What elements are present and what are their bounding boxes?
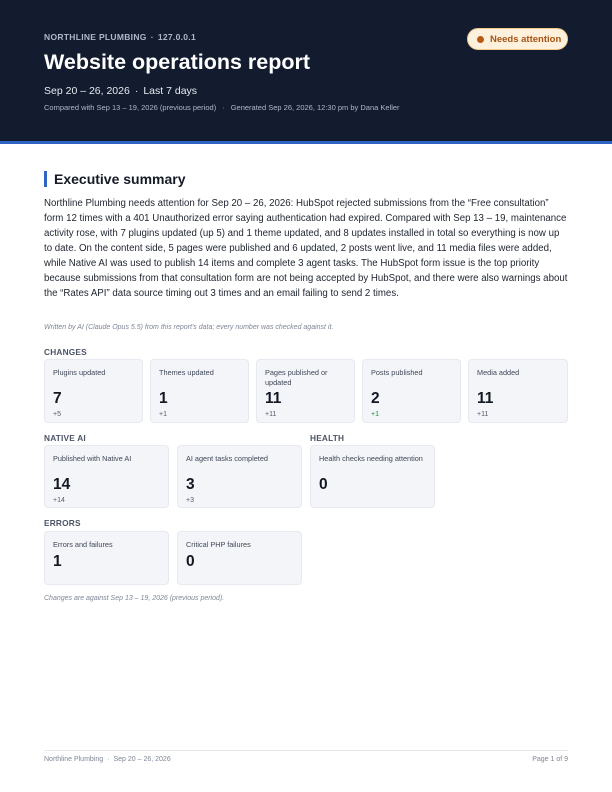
status-dot-icon (477, 36, 484, 43)
metric-label: Errors and failures (53, 540, 113, 549)
date-range: Sep 20 – 26, 2026 (44, 85, 130, 97)
metric-label: Themes updated (159, 368, 214, 377)
section-title-executive-summary: Executive summary (54, 171, 186, 187)
site-meta: NORTHLINE PLUMBING · 127.0.0.1 (44, 32, 196, 42)
metric-label: Pages published or updated (265, 368, 328, 387)
metric-label: Plugins updated (53, 368, 106, 377)
metric-value: 1 (53, 553, 62, 570)
metric-label: Media added (477, 368, 520, 377)
metric-card-themes-updated (150, 359, 249, 423)
metric-value: 0 (186, 553, 195, 570)
comparison-text: Compared with Sep 13 – 19, 2026 (previous period) (44, 103, 217, 112)
metric-card-ai-agent-tasks (177, 445, 302, 508)
metric-card-published-native-ai (44, 445, 169, 508)
metric-card-media-added (468, 359, 568, 423)
group-label-changes: CHANGES (44, 347, 87, 357)
page-footer-left: Northline Plumbing · Sep 20 – 26, 2026 (44, 756, 171, 763)
metric-delta: +11 (265, 411, 277, 418)
group-label-health: HEALTH (310, 433, 345, 443)
metric-label: Published with Native AI (53, 454, 132, 463)
group-label-errors: ERRORS (44, 518, 81, 528)
metric-delta: +5 (53, 411, 61, 418)
metric-delta: +3 (186, 497, 194, 504)
metric-label: Health checks needing attention (319, 454, 423, 463)
status-label: Needs attention (490, 33, 562, 45)
generated-text: Generated Sep 26, 2026, 12:30 pm by Dana Keller (230, 103, 400, 112)
ai-disclosure-note: Written by AI (Claude Opus 5.5) from this report's data; every number was checked against it. (44, 324, 334, 331)
group-label-native-ai: NATIVE AI (44, 433, 86, 443)
metric-card-plugins-updated (44, 359, 143, 423)
metric-card-errors-failures (44, 531, 169, 585)
metric-label: Posts published (371, 368, 423, 377)
report-period: Sep 20 – 26, 2026 · Last 7 days (44, 85, 198, 97)
footer-site: Northline Plumbing (44, 756, 104, 763)
status-badge (467, 28, 568, 50)
footer-divider (44, 750, 568, 751)
metric-value: 11 (265, 390, 282, 407)
metric-label: Critical PHP failures (186, 540, 251, 549)
metric-delta: +14 (53, 497, 65, 504)
report-title: Website operations report (44, 50, 311, 74)
header-divider (0, 141, 612, 144)
report-subline: Compared with Sep 13 – 19, 2026 (previous period) · Generated Sep 26, 2026, 12:30 pm by Dana Keller (44, 103, 400, 112)
section-accent-bar (44, 171, 47, 187)
metric-value: 3 (186, 476, 195, 493)
metric-card-pages-published (256, 359, 355, 423)
site-name: NORTHLINE PLUMBING (44, 32, 147, 42)
page-number: Page 1 of 9 (532, 756, 568, 763)
metric-value: 7 (53, 390, 62, 407)
metric-delta: +1 (371, 411, 379, 418)
report-header (0, 0, 612, 141)
period-label: Last 7 days (143, 85, 198, 97)
comparison-footnote: Changes are against Sep 13 – 19, 2026 (previous period). (44, 595, 225, 602)
metric-value: 0 (319, 476, 328, 493)
metric-delta: +11 (477, 411, 489, 418)
site-host: 127.0.0.1 (157, 32, 196, 42)
metric-card-posts-published (362, 359, 461, 423)
metric-delta: +1 (159, 411, 167, 418)
metric-card-critical-php (177, 531, 302, 585)
executive-summary-text: Northline Plumbing needs attention for Sep 20 – 26, 2026: HubSpot rejected submissions from the “Free consultation” form 12 times with a 401 Unauthorized error saying authentication had expired. Compared with Sep 13 – 19, maintenance activity rose, with 7 plugins updated (up 5) and 1 theme updated, and 8 updates installed in total so everything is now up to date. On the content side, 5 pages were published and 6 updated, 2 posts went live, and 11 media files were added, while Native AI was used to publish 14 items and complete 3 agent tasks. The HubSpot form issue is the top priority because submissions from that consultation form are not being accepted by HubSpot, and there were also warnings about the “Rates API” data source timing out 3 times and an email failing to send 2 times. (44, 198, 568, 299)
metric-value: 11 (477, 390, 494, 407)
metric-value: 1 (159, 390, 168, 407)
footer-date-range: Sep 20 – 26, 2026 (113, 756, 171, 763)
metric-card-health-checks (310, 445, 435, 508)
metric-value: 2 (371, 390, 380, 407)
metric-value: 14 (53, 476, 71, 493)
metric-label: AI agent tasks completed (186, 454, 268, 463)
